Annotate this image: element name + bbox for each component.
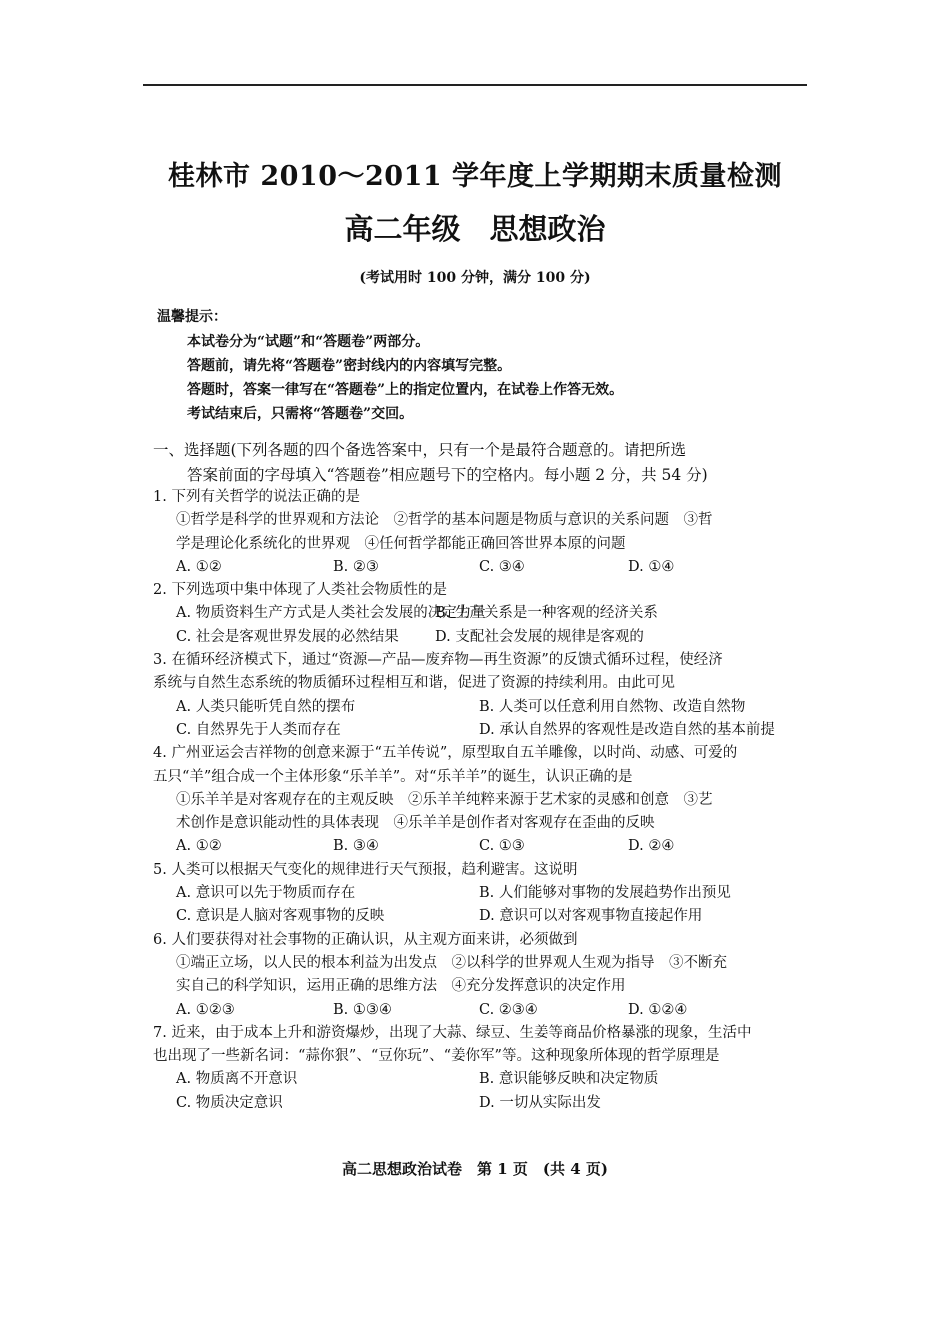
answer-option: B. 生产关系是一种客观的经济关系: [435, 605, 658, 622]
page-footer: 高二思想政治试卷 第 1 页 (共 4 页): [342, 1160, 608, 1178]
answer-option: B. ①③④: [333, 1001, 392, 1018]
question-stem: 2. 下列选项中集中体现了人类社会物质性的是: [153, 582, 447, 599]
question-statements: ①端正立场，以人民的根本利益为出发点 ②以科学的世界观人生观为指导 ③不断充: [176, 954, 727, 971]
answer-option: B. 意识能够反映和决定物质: [479, 1071, 659, 1088]
question-stem: 1. 下列有关哲学的说法正确的是: [153, 489, 360, 505]
answer-option: D. 意识可以对客观事物直接起作用: [479, 908, 703, 925]
tip-line: 答题时，答案一律写在“答题卷”上的指定位置内，在试卷上作答无效。: [187, 382, 624, 398]
answer-option: A. 物质资料生产方式是人类社会发展的决定力量: [176, 605, 486, 622]
tip-line: 答题前，请先将“答题卷”密封线内的内容填写完整。: [187, 358, 512, 374]
question-statements: ①乐羊羊是对客观存在的主观反映 ②乐羊羊纯粹来源于艺术家的灵感和创意 ③艺: [176, 791, 713, 808]
answer-option: B. 人类可以任意利用自然物、改造自然物: [479, 698, 746, 715]
answer-option: C. 社会是客观世界发展的必然结果: [176, 628, 399, 645]
question-stem: 4. 广州亚运会吉祥物的创意来源于“五羊传说”，原型取自五羊雕像，以时尚、动感、可爱的: [153, 745, 738, 762]
answer-option: D. 一切从实际出发: [479, 1094, 601, 1111]
answer-option: D. ①②④: [628, 1001, 688, 1018]
exam-subtitle: 高二年级 思想政治: [344, 212, 606, 246]
answer-option: C. ②③④: [479, 1001, 538, 1018]
answer-option: C. ①③: [479, 838, 525, 855]
answer-option: A. 物质离不开意识: [176, 1071, 298, 1088]
option-row: [153, 719, 775, 742]
answer-option: C. 物质决定意识: [176, 1094, 283, 1111]
question-statements: 实自己的科学知识，运用正确的思维方法 ④充分发挥意识的决定作用: [176, 978, 626, 995]
answer-option: A. ①②: [176, 558, 222, 575]
answer-option: A. ①②: [176, 838, 222, 855]
answer-option: C. 意识是人脑对客观事物的反映: [176, 908, 385, 925]
section-heading: [153, 438, 753, 488]
answer-option: D. 支配社会发展的规律是客观的: [435, 628, 644, 645]
section-instruction-line: 一、选择题(下列各题的四个备选答案中，只有一个是最符合题意的。请把所选: [153, 441, 687, 459]
answer-option: A. ①②③: [176, 1001, 235, 1018]
question-stem: 5. 人类可以根据天气变化的规律进行天气预报，趋利避害。这说明: [153, 861, 578, 878]
question-stem: 7. 近来，由于成本上升和游资爆炒，出现了大蒜、绿豆、生姜等商品价格暴涨的现象，生活中: [153, 1024, 752, 1041]
question-stem: 3. 在循环经济模式下，通过“资源—产品—废弃物—再生资源”的反馈式循环过程，使经济: [153, 652, 723, 669]
option-row: [153, 556, 753, 579]
answer-option: C. 自然界先于人类而存在: [176, 721, 341, 738]
option-row: [153, 999, 753, 1022]
option-row: [153, 905, 753, 928]
answer-option: A. 人类只能听凭自然的摆布: [176, 698, 356, 715]
answer-option: B. ③④: [333, 838, 379, 855]
option-row: [153, 626, 753, 649]
tip-line: 考试结束后，只需将“答题卷”交回。: [187, 406, 414, 422]
answer-option: D. ①④: [628, 558, 675, 575]
question-stem: 系统与自然生态系统的物质循环过程相互和谐，促进了资源的持续利用。由此可见: [153, 675, 675, 692]
answer-option: B. ②③: [333, 558, 379, 575]
answer-option: C. ③④: [479, 558, 525, 575]
answer-option: D. ②④: [628, 838, 675, 855]
question-statements: ①哲学是科学的世界观和方法论 ②哲学的基本问题是物质与意识的关系问题 ③哲: [176, 512, 713, 529]
option-row: [153, 882, 753, 905]
header-rule: [143, 84, 807, 86]
answer-option: A. 意识可以先于物质而存在: [176, 885, 356, 902]
tips-list: [187, 330, 787, 426]
option-row: [153, 602, 753, 625]
question-stem: 也出现了一些新名词：“蒜你狠”、“豆你玩”、“姜你军”等。这种现象所体现的哲学原理是: [153, 1048, 720, 1065]
answer-option: B. 人们能够对事物的发展趋势作出预见: [479, 885, 731, 902]
question-statements: 学是理论化系统化的世界观 ④任何哲学都能正确回答世界本原的问题: [176, 535, 626, 552]
question-stem: 五只“羊”组合成一个主体形象“乐羊羊”。对“乐羊羊”的诞生，认识正确的是: [153, 768, 633, 785]
tips-heading: 温馨提示：: [157, 309, 227, 325]
option-row: [153, 696, 753, 719]
option-row: [153, 835, 753, 858]
section-instruction-line: 答案前面的字母填入“答题卷”相应题号下的空格内。每小题 2 分，共 54 分): [187, 466, 708, 484]
question-statements: 术创作是意识能动性的具体表现 ④乐羊羊是创作者对客观存在歪曲的反映: [176, 815, 655, 832]
question-list: [153, 486, 775, 1115]
exam-time-score: (考试用时 100 分钟，满分 100 分): [359, 270, 591, 286]
option-row: [153, 1092, 753, 1115]
option-row: [153, 1068, 753, 1091]
exam-title: 桂林市 2010～2011 学年度上学期期末质量检测: [167, 161, 783, 192]
answer-option: D. 承认自然界的客观性是改造自然的基本前提: [479, 721, 775, 738]
tip-line: 本试卷分为“试题”和“答题卷”两部分。: [187, 334, 430, 350]
question-stem: 6. 人们要获得对社会事物的正确认识，从主观方面来讲，必须做到: [153, 931, 578, 948]
